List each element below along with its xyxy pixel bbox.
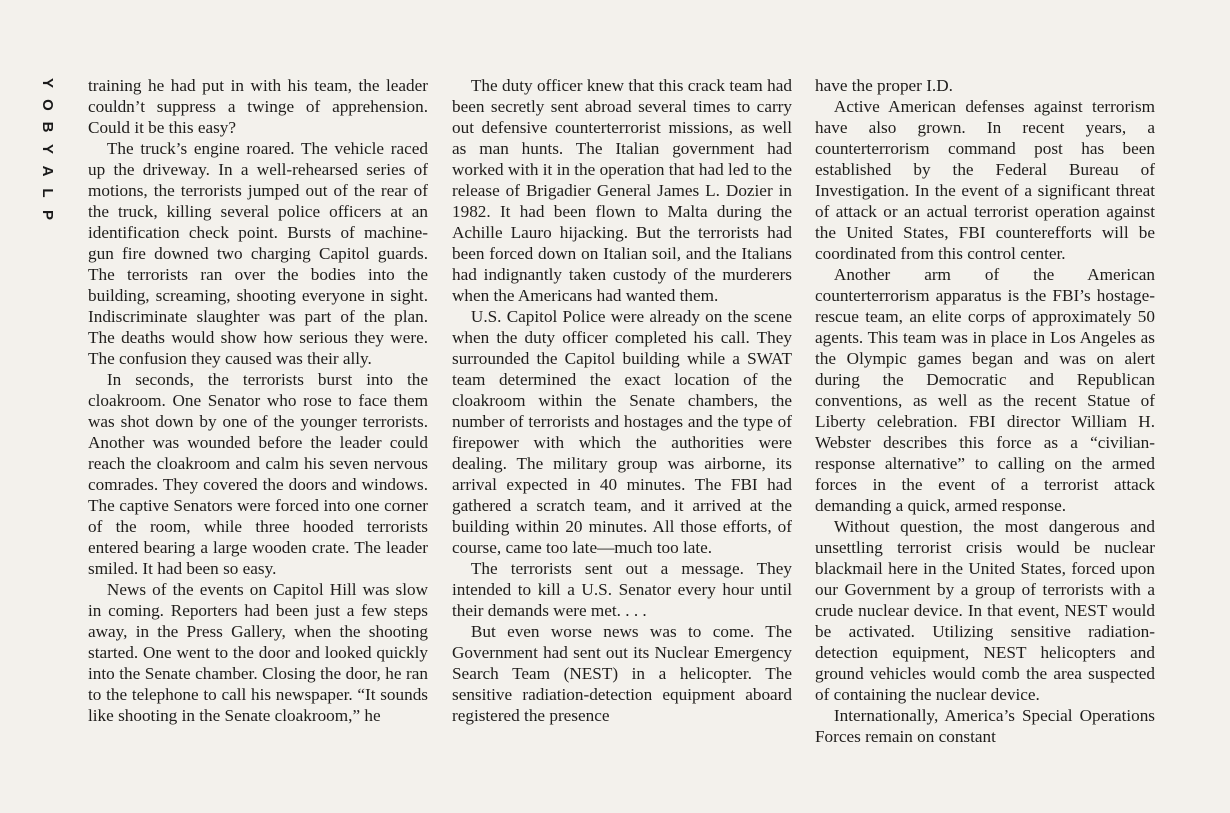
paragraph: have the proper I.D. xyxy=(815,76,953,95)
paragraph: The duty officer knew that this crack team had been secretly sent abroad several times to carry out defensive counterterrorist missions, as well as man hunts. The Italian government had worked with it in the operation that had led to the release of Brigadier General James L. Dozier in 1982. It had been flown to Malta during the Achille Lauro hijacking. But the terrorists had been forced down on Italian soil, and the Italians had indignantly taken custody of the murderers when the Americans had wanted them. xyxy=(452,76,792,305)
running-head-letter: Y xyxy=(39,143,56,154)
running-head-letter: Y xyxy=(39,77,56,88)
running-head-letter: A xyxy=(39,165,56,177)
paragraph: U.S. Capitol Police were already on the scene when the duty officer completed his call. They surrounded the Capitol building while a SWAT team determined the exact location of the cloakroom within the Senate chambers, the number of terrorists and hostages and the type of firepower with which the authorities were dealing. The military group was airborne, its arrival expected in 40 minutes. The FBI had gathered a scratch team, and it arrived at the building within 20 minutes. All those efforts, of course, came too late—much too late. xyxy=(452,307,792,557)
running-head-letter: P xyxy=(39,209,56,220)
paragraph: But even worse news was to come. The Government had sent out its Nuclear Emergency Search Team (NEST) in a helicopter. The sensitive radiation-detection equipment aboard registered the presence xyxy=(452,622,792,725)
text-column-2 xyxy=(452,75,792,726)
text-column-1 xyxy=(88,75,428,726)
paragraph: The truck’s engine roared. The vehicle raced up the driveway. In a well-rehearsed series of motions, the terrorists jumped out of the rear of the truck, killing several police officers at an identification check point. Bursts of machine-gun fire downed two charging Capitol guards. The terrorists ran over the bodies into the building, screaming, shooting everyone in sight. Indiscriminate slaughter was part of the plan. The deaths would show how serious they were. The confusion they caused was their ally. xyxy=(88,139,428,368)
running-head-letter: L xyxy=(39,188,56,198)
paragraph: In seconds, the terrorists burst into the cloakroom. One Senator who rose to face them was shot down by one of the younger terrorists. Another was wounded before the leader could reach the cloakroom and calm his seven nervous comrades. They covered the doors and windows. The captive Senators were forced into one corner of the room, while three hooded terrorists entered bearing a large wooden crate. The leader smiled. It had been so easy. xyxy=(88,370,428,578)
running-head-letter: B xyxy=(39,121,56,133)
paragraph: Another arm of the American counterterrorism apparatus is the FBI’s hostage-rescue team, an elite corps of approximately 50 agents. This team was in place in Los Angeles as the Olympic games began and was on alert during the Democratic and Republican conventions, as well as the recent Statue of Liberty celebration. FBI director William H. Webster describes this force as a “civilian-response alternative” to calling on the armed forces in the event of a terrorist attack demanding a quick, armed response. xyxy=(815,265,1155,515)
paragraph: The terrorists sent out a message. They intended to kill a U.S. Senator every hour until their demands were met. . . . xyxy=(452,559,792,620)
paragraph: News of the events on Capitol Hill was slow in coming. Reporters had been just a few steps away, in the Press Gallery, when the shooting started. One went to the door and looked quickly into the Senate chamber. Closing the door, he ran to the telephone to call his newspaper. “It sounds like shooting in the Senate cloakroom,” he xyxy=(88,580,428,725)
paragraph: Internationally, America’s Special Operations Forces remain on constant xyxy=(815,706,1155,746)
paragraph: training he had put in with his team, the leader couldn’t suppress a twinge of apprehension. Could it be this easy? xyxy=(88,76,428,137)
running-head-letter: O xyxy=(39,99,56,111)
paragraph: Without question, the most dangerous and unsettling terrorist crisis would be nuclear blackmail here in the United States, forced upon our Government by a group of terrorists with a crude nuclear device. In that event, NEST would be activated. Utilizing sensitive radiation-detection equipment, NEST helicopters and ground vehicles would comb the area suspected of containing the nuclear device. xyxy=(815,517,1155,704)
text-column-3 xyxy=(815,75,1155,747)
paragraph: Active American defenses against terrorism have also grown. In recent years, a counterterrorism command post has been established by the Federal Bureau of Investigation. In the event of a significant threat of attack or an actual terrorist operation against the United States, FBI counterefforts will be coordinated from this control center. xyxy=(815,97,1155,263)
running-head xyxy=(36,72,58,226)
